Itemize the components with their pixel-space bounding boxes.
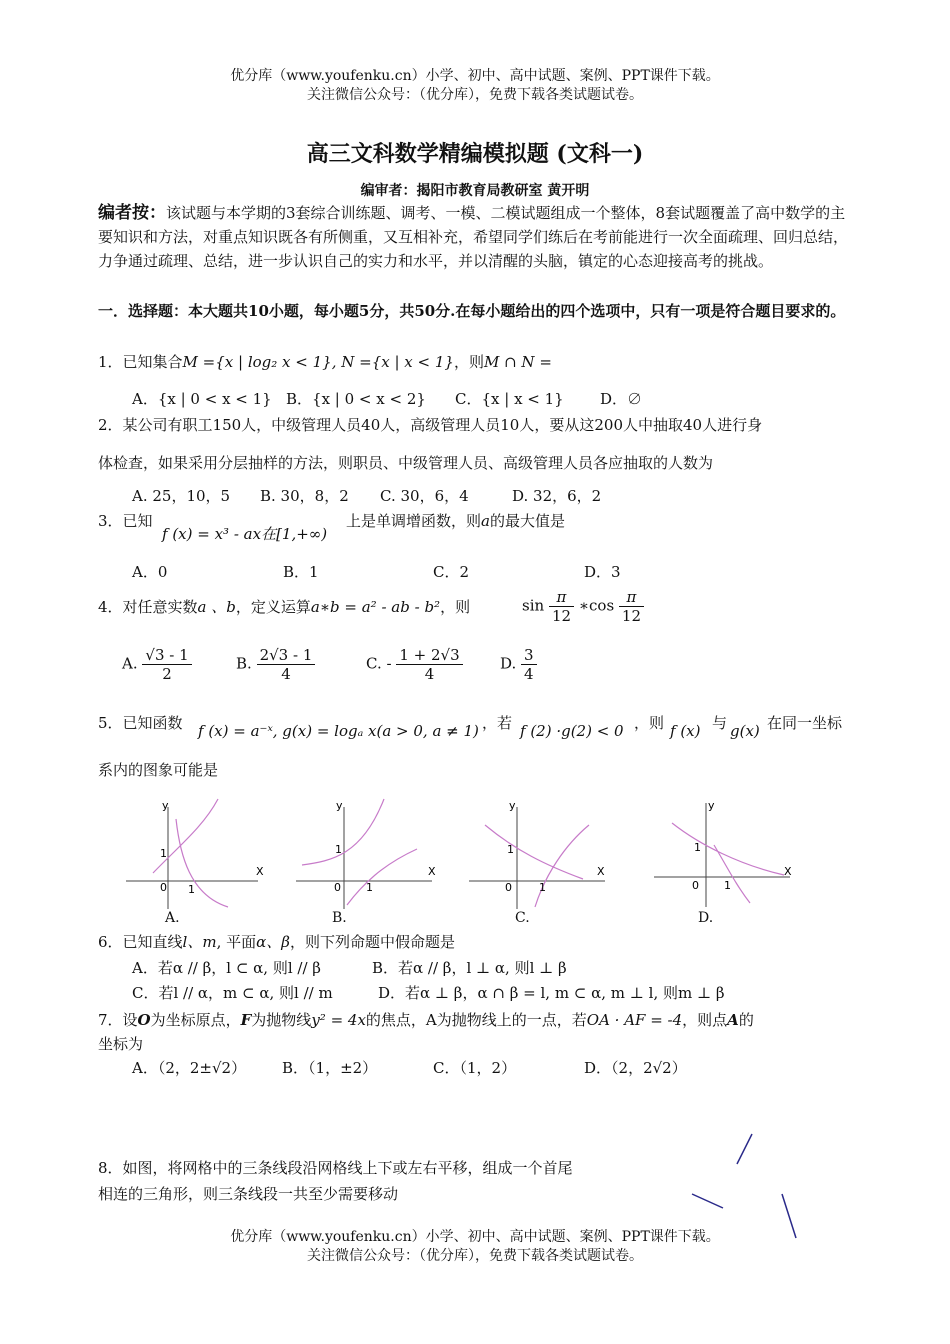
footer-line-2: 关注微信公众号：（优分库），免费下载各类试题试卷。 bbox=[307, 1248, 643, 1264]
q3-option-d: D．3 bbox=[584, 563, 621, 581]
q1-option-a: A．{x | 0 < x < 1} bbox=[132, 390, 272, 408]
q4-optb-label: B. bbox=[236, 654, 252, 673]
q4-opta-num: √3 - 1 bbox=[142, 646, 191, 665]
header-line-1: 优分库（www.youfenku.cn）小学、初中、高中试题、案例、PPT课件下载。 bbox=[230, 68, 720, 84]
q5c-curve-2 bbox=[535, 825, 589, 907]
q5-graph-b bbox=[292, 795, 442, 915]
q6-option-c: C．若l // α，m ⊂ α, 则l // m bbox=[132, 984, 333, 1002]
q4-optc-label: C. bbox=[366, 654, 382, 673]
footer-line-1: 优分库（www.youfenku.cn）小学、初中、高中试题、案例、PPT课件下载。 bbox=[230, 1229, 720, 1245]
q7-option-d: D．（2，2√2） bbox=[584, 1059, 687, 1077]
q5b-one-y: 1 bbox=[335, 843, 342, 856]
q4-frac2-den: 12 bbox=[621, 607, 642, 625]
q7-line-1 bbox=[98, 1009, 754, 1030]
q7-f: F bbox=[240, 1011, 252, 1029]
q5-graph-c-label: C. bbox=[515, 910, 530, 926]
q5c-one-x: 1 bbox=[539, 881, 546, 894]
q5-stem-b: ，若 bbox=[482, 714, 513, 732]
q1-option-d: D．∅ bbox=[600, 390, 643, 408]
q7-a: A bbox=[727, 1011, 739, 1029]
q3-option-a: A．0 bbox=[132, 563, 168, 581]
q5-graph-d-label: D. bbox=[698, 910, 714, 926]
q5d-origin: 0 bbox=[692, 879, 699, 892]
q1-stem-math2: M ∩ N = bbox=[483, 353, 552, 371]
q3-stem-a: 3．已知 bbox=[98, 512, 153, 530]
q5-stem-g: g(x) bbox=[730, 722, 760, 740]
q7-option-c: C．（1，2） bbox=[433, 1059, 517, 1077]
q4-optd-num: 3 bbox=[521, 646, 537, 665]
q5-stem-d: 与 bbox=[712, 714, 728, 732]
q2-option-b: B. 30，8，2 bbox=[260, 487, 349, 505]
q4-optd-den: 4 bbox=[524, 665, 534, 683]
q5b-origin: 0 bbox=[334, 881, 341, 894]
section-heading: 一．选择题：本大题共10小题，每小题5分，共50分.在每小题给出的四个选项中，只有一项是符合题目要求的。 bbox=[98, 302, 846, 320]
q6-stem bbox=[98, 931, 455, 952]
q5a-one-y: 1 bbox=[160, 847, 167, 860]
q4-stem-text: 4．对任意实数 bbox=[98, 598, 198, 616]
q4-optc-den: 4 bbox=[424, 665, 435, 683]
q4-stem-math: a∗b = a² - ab - b² bbox=[310, 598, 441, 616]
q5a-one-x: 1 bbox=[188, 883, 195, 896]
page-title: 高三文科数学精编模拟题 (文科一) bbox=[306, 141, 644, 167]
q5c-one-y: 1 bbox=[507, 843, 514, 856]
q5b-y-label: y bbox=[336, 799, 343, 812]
q4-optb-den: 4 bbox=[281, 665, 291, 683]
q4-optc-num: 1 + 2√3 bbox=[396, 646, 462, 665]
q8-line-1: 8．如图，将网格中的三条线段沿网格线上下或左右平移，组成一个首尾 bbox=[98, 1159, 573, 1177]
q7-line-2: 坐标为 bbox=[98, 1035, 144, 1053]
q4-frac-1 bbox=[549, 588, 574, 625]
q4-expression bbox=[522, 588, 644, 625]
q4-option-d bbox=[500, 646, 537, 683]
q5c-x-label: X bbox=[597, 865, 605, 878]
q6-stem-lines: l、m bbox=[182, 933, 217, 951]
q4-optc-frac bbox=[396, 646, 462, 683]
q3-option-c: C．2 bbox=[433, 563, 470, 581]
q4-opta-den: 2 bbox=[162, 665, 172, 683]
q7-text-d: 的焦点，A为抛物线上的一点，若 bbox=[365, 1011, 587, 1029]
q5c-y-label: y bbox=[509, 799, 516, 812]
q5c-curve-1 bbox=[485, 825, 583, 879]
q4-optd-label: D. bbox=[500, 654, 517, 673]
q5-stem-e: 在同一坐标 bbox=[767, 714, 843, 732]
preface bbox=[98, 201, 858, 273]
q4-optb-frac bbox=[257, 646, 316, 683]
q4-stem-ab: a 、b bbox=[197, 598, 236, 616]
q4-optc-sign: - bbox=[386, 654, 392, 673]
q4-option-c bbox=[366, 646, 463, 683]
q3-stem-rest bbox=[346, 510, 565, 531]
q4-option-a bbox=[122, 646, 192, 683]
q5b-one-x: 1 bbox=[366, 881, 373, 894]
q6-option-d: D．若α ⊥ β，α ∩ β = l, m ⊂ α, m ⊥ l, 则m ⊥ β bbox=[378, 984, 725, 1002]
q5a-origin: 0 bbox=[160, 881, 167, 894]
q3-stem-text: 上是单调增函数，则 bbox=[346, 512, 482, 530]
q7-text-a: 7．设 bbox=[98, 1011, 138, 1029]
q7-option-b: B．（1，±2） bbox=[282, 1059, 378, 1077]
q5c-origin: 0 bbox=[505, 881, 512, 894]
q3-var-a: a bbox=[481, 512, 490, 530]
q7-option-a: A．（2，2±√2） bbox=[132, 1059, 247, 1077]
q5d-curve-1 bbox=[672, 823, 784, 875]
preface-lead: 编者按： bbox=[98, 203, 166, 223]
q4-cos: ∗cos bbox=[578, 596, 615, 615]
q5d-one-y: 1 bbox=[694, 841, 701, 854]
q5d-one-x: 1 bbox=[724, 879, 731, 892]
q4-optd-frac bbox=[521, 646, 537, 683]
q2-line-1: 2．某公司有职工150人，中级管理人员40人，高级管理人员10人，要从这200人中抽取40人进行身 bbox=[98, 416, 763, 434]
q2-line-2: 体检查，如果采用分层抽样的方法，则职员、中级管理人员、高级管理人员各应抽取的人数为 bbox=[98, 454, 714, 472]
q8-segment-1 bbox=[737, 1134, 752, 1164]
q5b-curve-1 bbox=[302, 799, 384, 865]
q3-stem-math: f (x) = x³ - ax在[1,+∞) bbox=[162, 525, 328, 543]
q5-graph-a bbox=[118, 795, 268, 915]
q6-option-a: A．若α // β，l ⊂ α, 则l // β bbox=[132, 959, 321, 977]
q5a-y-label: y bbox=[162, 799, 169, 812]
q2-option-c: C. 30，6，4 bbox=[380, 487, 469, 505]
q7-parabola: y² = 4x bbox=[311, 1011, 366, 1029]
q7-text-e: ，则点 bbox=[682, 1011, 728, 1029]
q5-stem-c: ，则 bbox=[634, 714, 665, 732]
q4-stem-text2: ，定义运算 bbox=[235, 598, 311, 616]
preface-text: 该试题与本学期的3套综合训练题、调考、一模、二模试题组成一个整体，8套试题覆盖了高中数学的主要知识和方法，对重点知识既各有所侧重，又互相补充，希望同学们练后在考前能进行一次全面疏理、回归总结，力争通过疏理、总结，进一步认识自己的实力和水平，并以清醒的头脑，镇定的心态迎接高考的挑战。 bbox=[98, 204, 849, 270]
q6-option-b: B．若α // β，l ⊥ α, 则l ⊥ β bbox=[372, 959, 567, 977]
q5d-curve-2 bbox=[714, 845, 750, 903]
q4-sin: sin bbox=[522, 596, 545, 615]
q5-graph-b-label: B. bbox=[332, 910, 347, 926]
q6-stem-text2: , 平面 bbox=[216, 933, 257, 951]
q5-graph-a-label: A. bbox=[165, 910, 180, 926]
q5d-y-label: y bbox=[708, 799, 715, 812]
q4-optb-num: 2√3 - 1 bbox=[257, 646, 316, 665]
q5-stem-math: f (x) = a⁻ˣ, g(x) = logₐ x(a > 0, a ≠ 1) bbox=[198, 722, 479, 740]
q5-stem-a: 5．已知函数 bbox=[98, 714, 183, 732]
q4-frac-2 bbox=[619, 588, 644, 625]
q3-option-b: B．1 bbox=[283, 563, 319, 581]
q7-text-b: 为坐标原点， bbox=[150, 1011, 241, 1029]
q5-graph-c bbox=[465, 795, 615, 915]
header-line-2: 关注微信公众号：（优分库），免费下载各类试题试卷。 bbox=[307, 87, 643, 103]
q8-segment-2 bbox=[692, 1194, 723, 1208]
q5a-curve-2 bbox=[176, 819, 228, 907]
q1-option-b: B．{x | 0 < x < 2} bbox=[286, 390, 426, 408]
q4-opta-frac bbox=[142, 646, 191, 683]
q6-stem-planes: α、β bbox=[256, 933, 290, 951]
q4-frac1-num: π bbox=[549, 588, 574, 607]
editor-line: 编审者：揭阳市教育局教研室 黄开明 bbox=[360, 183, 590, 199]
q2-option-d: D. 32，6，2 bbox=[512, 487, 602, 505]
q2-option-a: A. 25，10，5 bbox=[132, 487, 231, 505]
q8-segments-figure bbox=[680, 1128, 810, 1243]
q5-stem-f: f (x) bbox=[670, 722, 701, 740]
q5-graph-d bbox=[650, 795, 800, 915]
q5-line-2: 系内的图象可能是 bbox=[98, 761, 219, 779]
q6-stem-text: 6．已知直线 bbox=[98, 933, 183, 951]
q4-frac2-num: π bbox=[619, 588, 644, 607]
q1-stem bbox=[98, 351, 552, 372]
q5-stem-math2: f (2) ·g(2) < 0 bbox=[520, 722, 624, 740]
q7-o: O bbox=[137, 1011, 151, 1029]
q4-stem bbox=[98, 596, 470, 617]
q7-text-f: 的 bbox=[738, 1011, 754, 1029]
q6-stem-text3: ，则下列命题中假命题是 bbox=[289, 933, 455, 951]
q5b-curve-2 bbox=[347, 849, 417, 905]
q8-line-2: 相连的三角形，则三条线段一共至少需要移动 bbox=[98, 1185, 399, 1203]
q4-option-b bbox=[236, 646, 315, 683]
q4-opta-label: A. bbox=[122, 654, 138, 673]
q1-stem-text2: ，则 bbox=[453, 353, 484, 371]
q7-text-c: 为抛物线 bbox=[251, 1011, 312, 1029]
q5a-x-label: X bbox=[256, 865, 264, 878]
q5d-x-label: X bbox=[784, 865, 792, 878]
q4-stem-text3: ，则 bbox=[440, 598, 471, 616]
q7-vector-eq: OA · AF = -4 bbox=[586, 1011, 683, 1029]
q4-frac1-den: 12 bbox=[551, 607, 572, 625]
q5b-x-label: X bbox=[428, 865, 436, 878]
q1-stem-text: 1．已知集合 bbox=[98, 353, 183, 371]
q1-option-c: C．{x | x < 1} bbox=[455, 390, 564, 408]
q1-stem-math: M ={x | log₂ x < 1}, N ={x | x < 1} bbox=[182, 353, 454, 371]
q3-stem-text2: 的最大值是 bbox=[489, 512, 565, 530]
